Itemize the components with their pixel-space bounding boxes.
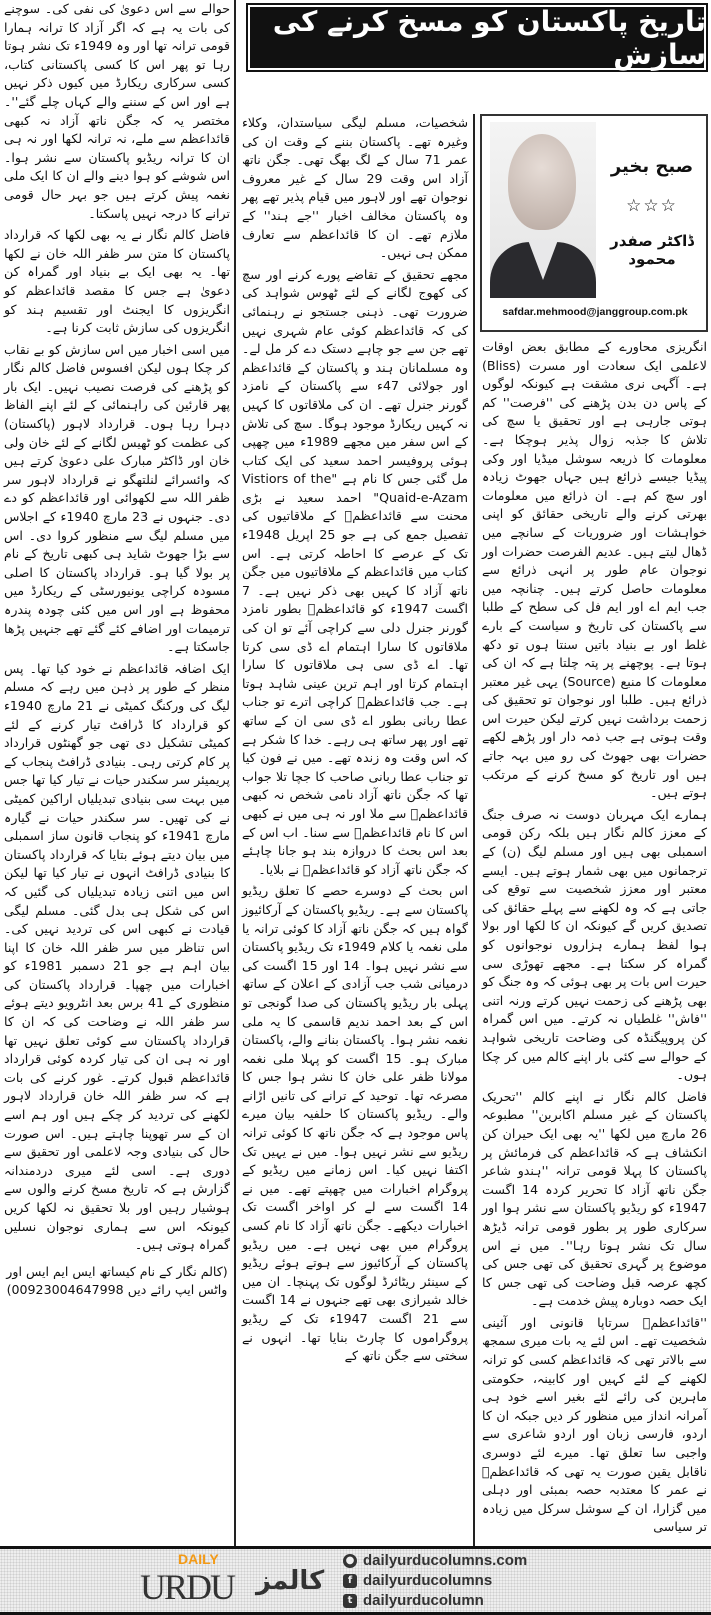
headline: تاریخ پاکستان کو مسخ کرنے کی سازش <box>272 4 706 71</box>
daily-urdu-columns-logo[interactable] <box>138 1551 333 1611</box>
column-divider <box>234 0 236 1546</box>
paragraph: میں اسی اخبار میں اس سازش کو بے نقاب کر چکا ہوں لیکن افسوس فاضل کالم نگار کو پڑھنے کی فرصت نصیب نہیں۔ ایک بار پھر قارئین کی راہنمائی کے لئے اپنے الفاظ دہرا رہا ہوں۔ قرارداد لاہور (پاکستان) کی عظمت کو ٹھیس لگانے کے لئے خان ولی خان اور ڈاکٹر مبارک علی دعویٰ کرتے ہیں کہ وائسرائے لنلتھگو نے قرارداد لاہور سر ظفر اللہ سے لکھوائی اور قائداعظم کو دے دی۔ جنہوں نے 23 مارچ 1940ء کے اجلاس میں مسلم لیگ سے منظور کروا دی۔ اس سے بڑا جھوٹ شاید ہی کبھی تاریخ کے نام پر بولا گیا ہو۔ قرارداد پاکستان کا اصلی مسودہ کراچی یونیورسٹی کے ریکارڈ میں محفوظ ہے اور اس میں کئی چودہ پندرہ ترمیمات اور اضافے کئے گئے تھے جنہیں پڑھا جاسکتا ہے۔ <box>4 341 230 655</box>
facebook-icon: f <box>343 1574 357 1588</box>
paragraph: ''قائداعظمؒ سرتاپا قانونی اور آئینی شخصیت تھے۔ اس لئے یہ بات میری سمجھ سے بالاتر تھی کہ قائداعظم کسی کو ترانہ لکھنے کے لئے کہیں اور کابینہ، حکومتی ماہرین کی رائے لئے بغیر اسے خود ہی آمرانہ انداز میں منظور کر دیں جبکہ ان کا اردو، فارسی زبان اور اردو شاعری سے واجبی سا تعلق تھا۔ میرے لئے دوسری ناقابل یقین صورت یہ تھی کہ قائداعظمؒ نے عمر کا معتدبہ حصہ بمبئی اور دہلی میں گزارا، ان کے سوشل سرکل میں زیادہ تر سیاسی <box>482 1314 707 1535</box>
author-name: ڈاکٹر صفدر محمود <box>610 232 694 268</box>
facebook-text: dailyurducolumns <box>363 1572 493 1589</box>
facebook-link[interactable] <box>343 1572 492 1590</box>
logo-columns: کالمز <box>256 1566 325 1596</box>
paragraph: فاضل کالم نگار نے یہ بھی لکھا کہ قرارداد پاکستان کا متن سر ظفر اللہ خان نے لکھا تھا۔ یہ بھی ایک بے بنیاد اور گمراہ کن دعویٰ ہے جس کا مقصد قائداعظم کو انگریزوں کا ایجنٹ اور تقسیم ہند کو انگریزوں کی سازش ثابت کرنا ہے۔ <box>4 227 230 336</box>
paragraph: ہمارے ایک مہربان دوست نہ صرف جنگ کے معزز کالم نگار ہیں بلکہ رکن قومی اسمبلی بھی ہیں اور مسلم لیگ (ن) کے ترجمانوں میں بھی شمار ہوتے ہیں۔ ایسے معتبر اور معزز شخصیت سے توقع کی جاتی ہے کہ وہ لکھنے سے پہلے حقائق کی تصدیق کریں گے کیونکہ ان کا لکھا اور بولا ہوا لفظ ہمارے ہزاروں نوجوانوں کو گمراہ کر سکتا ہے۔ مجھے تھوڑی سی حیرت اس بات پر بھی ہوئی کہ وہ جنگ کو بھی پڑھنے کی زحمت نہیں کرتے ورنہ اتنی ''فاش'' غلطیاں نہ کرتے۔ میں اس گمراہ کن پروپیگنڈہ کی وضاحت تاریخی شواہد کے حوالے سے کئی بار اپنے کالم میں کر چکا ہوں۔ <box>482 806 707 1083</box>
paragraph: حوالے سے اس دعویٰ کی نفی کی۔ سوچنے کی بات یہ ہے کہ اگر آزاد کا ترانہ ہمارا قومی ترانہ تھا اور وہ 1949ء تک نشر ہوتا رہا تو پھر اس کا کسی پاکستانی کتاب، کسی سرکاری ریکارڈ میں کیوں ذکر نہیں ہے اور اس کے سننے والے کہاں چلے گئے''۔ مختصر یہ کہ جگن ناتھ آزاد نہ کبھی قائداعظم سے ملے، نہ ترانہ لکھا اور نہ ہی ان کا ترانہ ریڈیو پاکستان سے نشر ہوا۔ اس شوشے کو ہوا دینے والے ان کا ایک ملی نغمہ پیش کرتے ہیں جو بہر حال قومی ترانے کا درجہ نہیں پاسکتا۔ <box>4 1 230 221</box>
twitter-text: dailyurducolumn <box>363 1592 484 1609</box>
paragraph: اس بحث کے دوسرے حصے کا تعلق ریڈیو پاکستان سے ہے۔ ریڈیو پاکستان کے آرکائیوز گواہ ہیں کہ جگن ناتھ آزاد کا کوئی ترانہ یا ملی نغمہ یا کلام 1949ء تک ریڈیو پاکستان سے نشر نہیں ہوا۔ 14 اور 15 اگست کی درمیانی شب جب آزادی کے اعلان کے ساتھ پہلی بار ریڈیو پاکستان کی صدا گونجی تو اس کے بعد احمد ندیم قاسمی کا یہ ملی نغمہ نشر ہوا۔ پاکستان بنانے والے، پاکستان مبارک ہو۔ 15 اگست کو پہلا ملی نغمہ مولانا ظفر علی خان کا نشر ہوا جس کا مصرعہ تھا۔ توحید کے ترانے کی تانیں اڑانے والے۔ ریڈیو پاکستان کا حلفیہ بیان میرے پاس موجود ہے کہ جگن ناتھ کا کوئی ترانہ ریڈیو سے نشر نہیں ہوا۔ میں نے یہیں تک اکتفا نہیں کیا۔ اس زمانے میں ریڈیو کے پروگرام اخبارات میں چھپتے تھے۔ میں نے 14 اگست سے لے کر اواخر اگست تک اخبارات دیکھے۔ جگن ناتھ آزاد کا نام کسی پروگرام میں بھی نہیں ہے۔ میں ریڈیو پاکستان کے آرکائیوز سے ہوتے ہوئے ریڈیو کے سینئر ریٹائرڈ لوگوں تک پہنچا۔ ان میں خالد شیرازی بھی تھے جنہوں نے 14 اگست سے 21 اگست 1947ء تک کے ریڈیو پروگراموں کا چارٹ بنایا تھا۔ انہوں نے سختی سے جگن ناتھ کے <box>242 883 468 1364</box>
twitter-link[interactable] <box>343 1592 484 1610</box>
headline-banner <box>246 3 708 72</box>
article-column-left <box>4 0 230 1303</box>
author-photo <box>490 122 596 298</box>
paragraph: مجھے تحقیق کے تقاضے پورے کرنے اور سچ کی کھوج لگانے کے لئے ٹھوس شواہد کی ضرورت تھی۔ ذہنی جستجو نے رہنمائی کی کہ قائداعظم کوئی عام شہری نہیں تھے جن سے جو چاہے دستک دے کر مل لے۔ وہ مسلمانان ہند و پاکستان کے قائداعظم اور جولائی 47ء سے پاکستان کے نامزد گورنر جنرل تھے۔ ان کی ملاقاتوں کا کہیں نہ کہیں ریکارڈ موجود ہوگا۔ سچ کی تلاش کے اس سفر میں مجھے 1989ء میں چھپی ہوئی پروفیسر احمد سعید کی ایک کتاب مل گئی جس کا نام ہے "Vistiors of the Quaid-e-Azam" احمد سعید نے بڑی محنت سے قائداعظمؒ کے ملاقاتیوں کی تفصیل جمع کی ہے جو 25 اپریل 1948ء تک کے عرصے کا احاطہ کرتی ہے۔ اس کتاب میں قائداعظم کے ملاقاتیوں میں جگن ناتھ آزاد کا کہیں بھی ذکر نہیں ہے۔ 7 اگست 1947ء کو قائداعظمؒ بطور نامزد گورنر جنرل دلی سے کراچی آئے تو ان کی ملاقاتوں کا سارا اہتمام اے ڈی سی کرتا تھا۔ اے ڈی سی ہی ملاقاتوں کا سارا اہتمام کرتا اور اہم ترین عینی شاہد ہوتا ہے۔ جب قائداعظمؒ کراچی اترے تو جناب عطا ربانی بطور اے ڈی سی ان کے ساتھ تھے اور پھر ساتھ ہی رہے۔ خدا کا شکر ہے کہ اس وقت وہ زندہ تھے۔ میں نے فون کیا تو جناب عطا ربانی صاحب کا جچا تلا جواب تھا کہ جگن ناتھ آزاد نامی شخص نہ کبھی قائداعظمؒ سے ملا اور نہ ہی میں نے کبھی اس کا نام قائداعظمؒ سے سنا۔ اب اس کے بعد اس بحث کا دروازہ بند ہو جانا چاہئے کہ جگن ناتھ آزاد کو قائداعظمؒ نے بلایا۔ <box>242 266 468 877</box>
article-column-right <box>482 338 707 1540</box>
footer <box>0 1546 711 1615</box>
logo-urdu: URDU <box>140 1567 235 1607</box>
website-link[interactable] <box>343 1552 527 1570</box>
star-icons: ☆☆☆ <box>626 196 678 216</box>
twitter-icon: t <box>343 1594 357 1608</box>
logo-daily: DAILY <box>178 1551 219 1567</box>
author-email[interactable]: safdar.mehmood@janggroup.com.pk <box>502 306 688 318</box>
contact-note: (کالم نگار کے نام کیساتھ ایس ایم ایس اور واٹس ایپ رائے دیں 00923004647998) <box>6 1263 228 1298</box>
website-text: dailyurducolumns.com <box>363 1552 528 1569</box>
article-column-middle <box>242 114 468 1369</box>
author-box <box>480 114 708 332</box>
paragraph: فاضل کالم نگار نے اپنے کالم ''تحریک پاکستان کے غیر مسلم اکابرین'' مطبوعہ 26 مارچ میں لکھا ''یہ بھی ایک حیران کن انکشاف ہے کہ قائداعظم کی فرمائش پر پاکستان کا پہلا قومی ترانہ ''ہندو شاعر جگن ناتھ آزاد کا تحریر کردہ 14 اگست 1947ء کو ریڈیو پاکستان سے نشر ہوا اور سرکاری طور پر بطور قومی ترانہ ڈیڑھ سال تک نشر ہوتا رہا''۔ میں نے اس موضوع پر گہری تحقیق کی تھی جس کی کچھ عرصہ قبل وضاحت کی تھی جس کا ایک حصہ دوبارہ پیش خدمت ہے۔ <box>482 1088 707 1309</box>
column-divider <box>473 114 475 1546</box>
paragraph: ایک اضافہ قائداعظم نے خود کیا تھا۔ پس منظر کے طور پر ذہن میں رہے کہ مسلم لیگ کی ورکنگ کمیٹی نے 21 مارچ 1940ء کو قرارداد کا ڈرافٹ تیار کرنے کے لئے کمیٹی تشکیل دی تھی جو گھنٹوں قرارداد پر کام کرتی رہی۔ بنیادی ڈرافٹ پنجاب کے پریمیئر سر سکندر حیات نے تیار کیا تھا جس میں بہت سی بنیادی تبدیلیاں اراکین کمیٹی نے کی تھیں۔ سر سکندر حیات نے گیارہ مارچ 1941ء کو پنجاب قانون ساز اسمبلی میں بیان دیتے ہوئے بتایا کہ قرارداد پاکستان کا بنیادی ڈرافٹ انہوں نے تیار کیا تھا لیکن اس میں اتنی زیادہ تبدیلیاں کی گئیں کہ اس کی شکل ہی بدل گئی۔ مسلم لیگی قیادت نے کبھی اس کی تردید نہیں کی۔ اس تناظر میں سر ظفر اللہ خان کا اپنا بیان اہم ہے جو 21 دسمبر 1981ء کو اخبارات میں چھپا۔ قرارداد پاکستان کی منظوری کے 41 برس بعد انٹرویو دیتے ہوئے سر ظفر اللہ نے وضاحت کی کہ ان کا قرارداد پاکستان سے کوئی تعلق نہیں تھا اور نہ ہی ان کی تیار کردہ کوئی قرارداد قائداعظم قبول کرتے۔ غور کرنے کی بات ہے کہ سر ظفر اللہ خان قرارداد لاہور لکھنے کی تردید کر چکے ہیں اور ہم اسے ان کے سر تھوپنا چاہتے ہیں۔ اس صورت حال کی بنیادی وجہ لاعلمی اور تحقیق سے دوری ہے۔ اسی لئے میری دردمندانہ گزارش ہے کہ تاریخ مسخ کرنے والوں سے ہوشیار رہیں اور بلا تحقیق نہ لکھا کریں کیونکہ اس سے ہماری نوجوان نسلیں گمراہ ہوتی ہیں۔ <box>4 660 230 1253</box>
paragraph: شخصیات، مسلم لیگی سیاستدان، وکلاء وغیرہ تھے۔ پاکستان بننے کے وقت ان کی عمر 71 سال کے لگ بھگ تھی۔ جگن ناتھ آزاد اس وقت 29 سال کے غیر معروف نوجوان تھے اور لاہور میں قیام پذیر تھے پھر وہ پاکستان مخالف اخبار ''جے ہند'' کے ملازم تھے۔ ان کا قائداعظم سے تعارف ممکن ہی نہیں۔ <box>242 115 469 261</box>
column-name: صبح بخیر <box>610 156 694 177</box>
globe-icon: ● <box>343 1554 357 1568</box>
paragraph: انگریزی محاورے کے مطابق بعض اوقات لاعلمی ایک سعادت اور مسرت (Bliss) ہے۔ آگہی نری مشقت ہے کیونکہ لوگوں کے پاس دن بدن پڑھنے کی ''فرصت'' کم ہوتی جارہی ہے اور تحقیق یا سچ کی تلاش کا جذبہ زوال پذیر ہوچکا ہے۔ معلومات کا ذریعہ سوشل میڈیا اور وکی پیڈیا جیسے ذرائع ہیں جہاں جھوٹ زیادہ اور سچ کم ہے۔ ان ذرائع میں معلومات بھرتی کرنے والے تاریخی حقائق کو اپنی خواہشات اور ضروریات کے سانچے میں ڈھال لیتے ہیں۔ عدیم الفرصت حضرات اور نوجوان عام طور پر انہی ذرائع سے معلومات حاصل کرتے ہیں۔ چنانچہ میں جب ایم اے اور ایم فل کی سطح کے طلبا سے پاکستان کی تاریخ و سیاست کے بارے غلط اور بے بنیاد باتیں سنتا ہوں تو دکھ ہوتا ہے۔ پوچھنے پر پتہ چلتا ہے کہ ان کی معلومات کا منبع (Source) یہی غیر معتبر ذرائع ہیں۔ طلبا اور نوجوان تو تحقیق کی زحمت برداشت نہیں کرتے لیکن حیرت اس وقت ہوتی ہے جب ذمہ دار اور پڑھے لکھے حضرات بھی جھوٹ کی رو میں بہہ جاتے ہیں اور تاریخ کو مسخ کرنے کے مرتکب ہوتے ہیں۔ <box>482 339 707 801</box>
